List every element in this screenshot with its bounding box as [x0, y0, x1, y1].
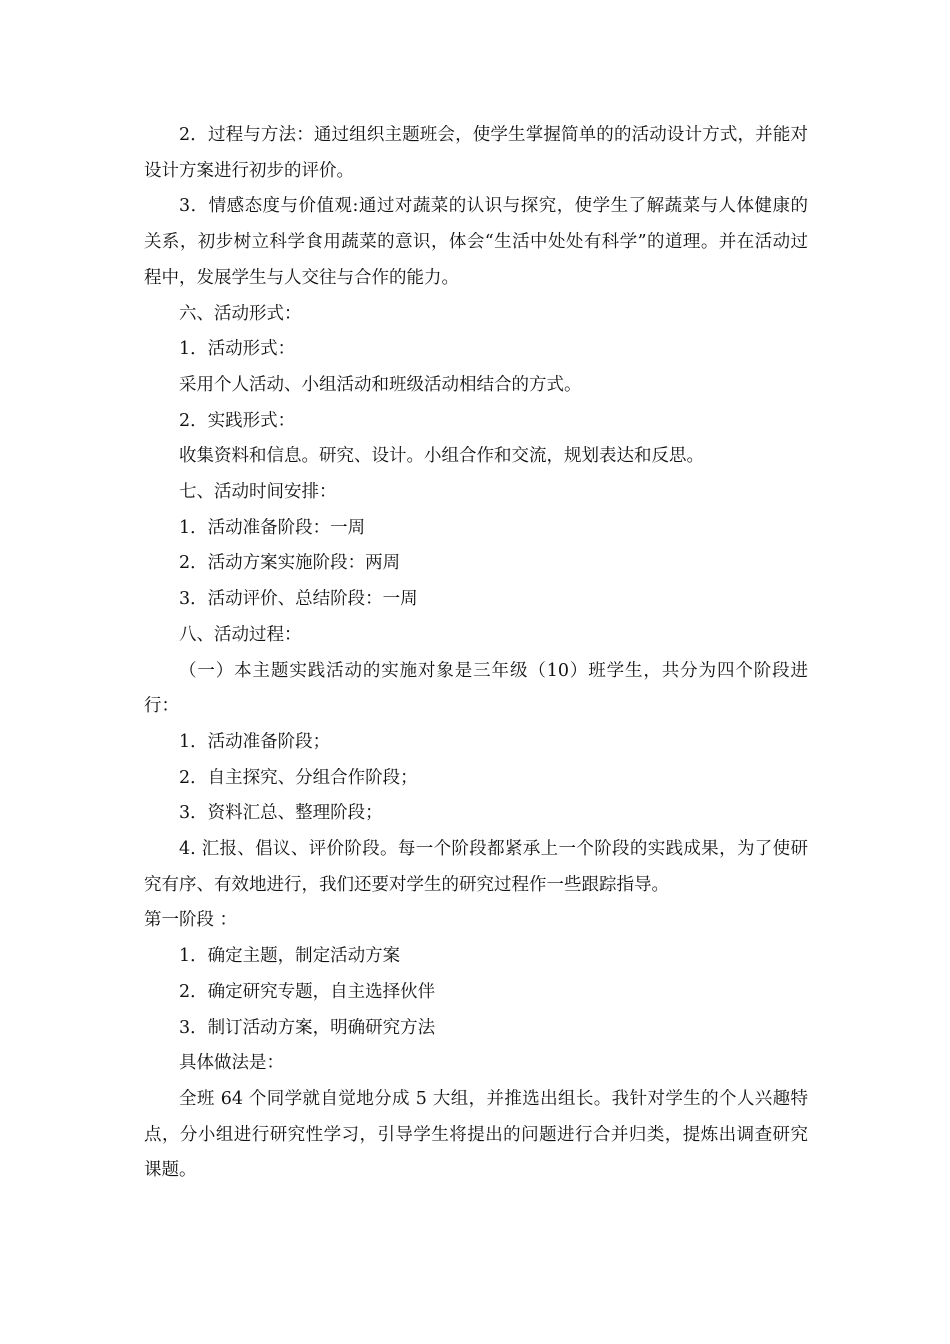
list-item-schedule-implementation: 2．活动方案实施阶段：两周 [179, 553, 401, 574]
list-item-schedule-evaluation: 3．活动评价、总结阶段：一周 [179, 589, 418, 610]
subheading-stage-one: 第一阶段 ： [144, 910, 238, 931]
list-item-stage-summary: 3．资料汇总、整理阶段； [179, 803, 383, 824]
list-item-stage-report: 4. 汇报、倡议、评价阶段。每一个阶段都紧承上一个阶段的实践成果，为了使研究有序、有效地进行，我们还要对学生的研究过程作一些跟踪指导。 [144, 839, 808, 895]
list-item-determine-topic: 2．确定研究专题，自主选择伙伴 [179, 981, 436, 1002]
list-item-stage-preparation: 1．活动准备阶段； [179, 731, 331, 752]
list-item-make-plan: 3．制订活动方案，明确研究方法 [179, 1017, 436, 1038]
list-item-activity-form: 1．活动形式： [179, 339, 296, 360]
paragraph-practice-form-detail: 收集资料和信息。研究、设计。小组合作和交流，规划表达和反思。 [179, 446, 704, 467]
list-item-stage-exploration: 2．自主探究、分组合作阶段； [179, 767, 418, 788]
section-heading-activity-form: 六、活动形式： [179, 303, 302, 324]
list-item-practice-form: 2．实践形式： [179, 410, 296, 431]
paragraph-class-grouping: 全班 64 个同学就自觉地分成 5 大组，并推选出组长。我针对学生的个人兴趣特点，分小组进行研究性学习，引导学生将提出的问题进行合并归类，提炼出调查研究课题。 [144, 1088, 808, 1181]
section-heading-schedule: 七、活动时间安排： [179, 482, 337, 503]
list-item-schedule-prep: 1．活动准备阶段：一周 [179, 517, 366, 538]
paragraph-activity-form-detail: 采用个人活动、小组活动和班级活动相结合的方式。 [179, 374, 582, 395]
paragraph-emotion-values: 3．情感态度与价值观:通过对蔬菜的认识与探究，使学生了解蔬菜与人体健康的关系，初步树立科学食用蔬菜的意识，体会“生活中处处有科学”的道理。并在活动过程中，发展学生与人交往与合作的能力。 [144, 196, 808, 288]
document-body [144, 118, 808, 1189]
list-item-determine-theme: 1．确定主题，制定活动方案 [179, 946, 401, 967]
paragraph-process-method: 2．过程与方法：通过组织主题班会，使学生掌握简单的的活动设计方式，并能对设计方案进行初步的评价。 [144, 125, 808, 181]
section-heading-activity-process: 八、活动过程： [179, 624, 302, 645]
paragraph-method-intro: 具体做法是： [179, 1053, 284, 1074]
paragraph-implementation-target: （一）本主题实践活动的实施对象是三年级（10）班学生，共分为四个阶段进行： [144, 660, 808, 717]
